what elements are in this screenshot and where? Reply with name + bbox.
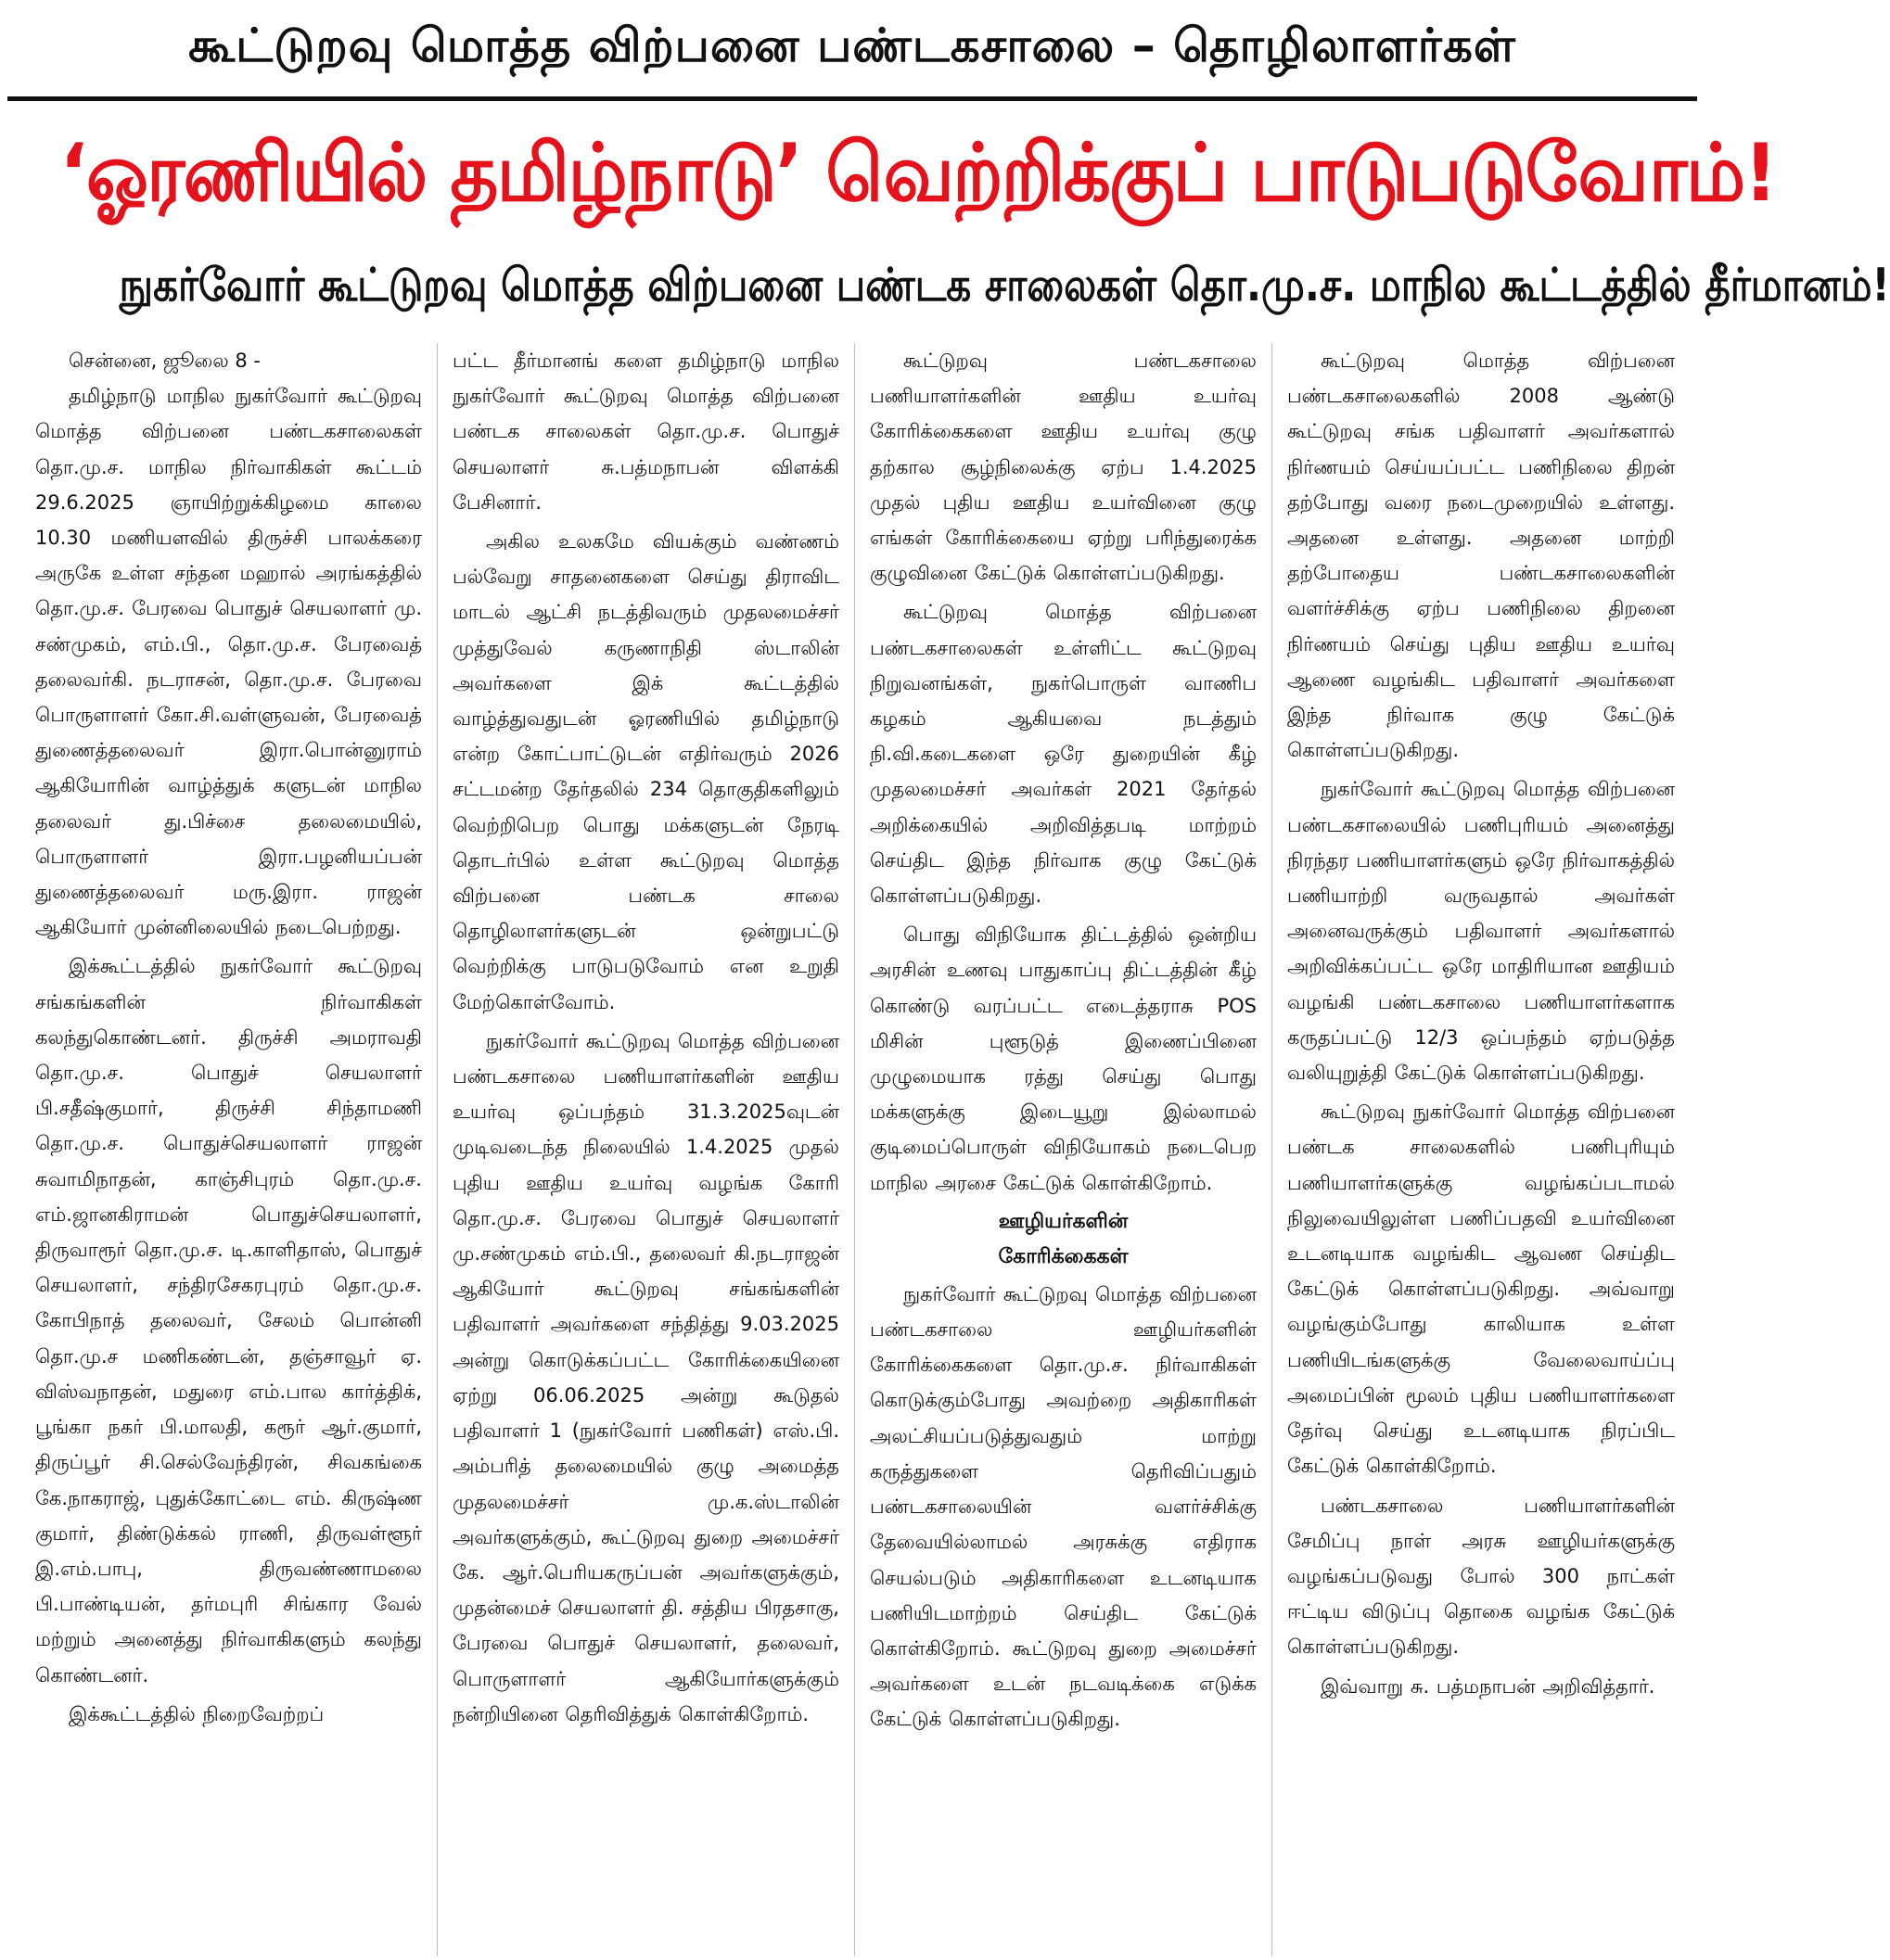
paragraph: பொது விநியோக திட்டத்தில் ஒன்றிய அரசின் உணவு பாதுகாப்பு திட்டத்தின் கீழ் கொண்டு வரப்பட்ட எடைத்தராசு POS மிசின் புளூடுத் இணைப்பினை முழுமையாக ரத்து செய்து பொது மக்களுக்கு இடையூறு இல்லாமல் குடிமைப்பொருள் விநியோகம் நடைபெற மாநில அரசை கேட்டுக் கொள்கிறோம். bbox=[870, 923, 1257, 1194]
dateline: சென்னை, ஜூலை 8 - bbox=[69, 350, 261, 372]
subheadline: நுகர்வோர் கூட்டுறவு மொத்த விற்பனை பண்டக சாலைகள் தொ.மு.ச. மாநில கூட்டத்தில் தீர்மானம்! bbox=[119, 259, 1890, 312]
paragraph: தமிழ்நாடு மாநில நுகர்வோர் கூட்டுறவு மொத்த விற்பனை பண்டகசாலைகள் தொ.மு.ச. மாநில நிர்வாகிகள் கூட்டம் 29.6.2025 ஞாயிற்றுக்கிழமை காலை 10.30 மணியளவில் திருச்சி பாலக்கரை அருகே உள்ள சந்தன மஹால் அரங்கத்தில் தொ.மு.ச. பேரவை பொதுச் செயலாளர் மு. சண்முகம், எம்.பி., தொ.மு.ச. பேரவைத் தலைவர்கி. நடராசன், தொ.மு.ச. பேரவை பொருளாளர் கோ.சி.வள்ளுவன், பேரவைத் துணைத்தலைவர் இரா.பொன்னுராம் ஆகியோரின் வாழ்த்துக் களுடன் மாநில தலைவர் து.பிச்சை தலைமையில், பொருளாளர் இரா.பழனியப்பன் துணைத்தலைவர் மரு.இரா. ராஜன் ஆகியோர் முன்னிலையில் நடைபெற்றது. bbox=[35, 385, 422, 939]
paragraph: கூட்டுறவு மொத்த விற்பனை பண்டகசாலைகள் உள்ளிட்ட கூட்டுறவு நிறுவனங்கள், நுகர்பொருள் வாணிப கழகம் ஆகியவை நடத்தும் நி.வி.கடைகளை ஒரே துறையின் கீழ் முதலமைச்சர் அவர்கள் 2021 தேர்தல் அறிக்கையில் அறிவித்தபடி மாற்றம் செய்திட இந்த நிர்வாக குழு கேட்டுக் கொள்ளப்படுகிறது. bbox=[870, 601, 1257, 908]
article-column-2 bbox=[438, 343, 855, 1956]
paragraph: அகில உலகமே வியக்கும் வண்ணம் பல்வேறு சாதனைகளை செய்து திராவிட மாடல் ஆட்சி நடத்திவரும் முதலமைச்சர் முத்துவேல் கருணாநிதி ஸ்டாலின் அவர்களை இக் கூட்டத்தில் வாழ்த்துவதுடன் ஓரணியில் தமிழ்நாடு என்ற கோட்பாட்டுடன் எதிர்வரும் 2026 சட்டமன்ற தேர்தலில் 234 தொகுதிகளிலும் வெற்றிபெற பொது மக்களுடன் நேரடி தொடர்பில் உள்ள கூட்டுறவு மொத்த விற்பனை பண்டக சாலை தொழிலாளர்களுடன் ஒன்றுபட்டு வெற்றிக்கு பாடுபடுவோம் என உறுதி மேற்கொள்வோம். bbox=[453, 530, 839, 1013]
headline: ‘ஓரணியில் தமிழ்நாடு’ வெற்றிக்குப் பாடுபடுவோம்! bbox=[59, 127, 1776, 220]
paragraph: இக்கூட்டத்தில் நிறைவேற்றப் bbox=[69, 1702, 325, 1725]
top-divider bbox=[7, 96, 1697, 101]
paragraph: கூட்டுறவு பண்டகசாலை பணியாளர்களின் ஊதிய உயர்வு கோரிக்கைகளை ஊதிய உயர்வு குழு தற்கால சூழ்நிலைக்கு ஏற்ப 1.4.2025 முதல் புதிய ஊதிய உயர்வினை குழு எங்கள் கோரிக்கையை ஏற்று பரிந்துரைக்க குழுவினை கேட்டுக் கொள்ளப்படுகிறது. bbox=[870, 350, 1257, 585]
paragraph: கூட்டுறவு நுகர்வோர் மொத்த விற்பனை பண்டக சாலைகளில் பணிபுரியும் பணியாளர்களுக்கு வழங்கப்படாமல் நிலுவையிலுள்ள பணிப்பதவி உயர்வினை உடனடியாக வழங்கிட ஆவண செய்திட கேட்டுக் கொள்ளப்படுகிறது. அவ்வாறு வழங்கும்போது காலியாக உள்ள பணியிடங்களுக்கு வேலைவாய்ப்பு அமைப்பின் மூலம் புதிய பணியாளர்களை தேர்வு செய்து உடனடியாக நிரப்பிட கேட்டுக் கொள்கிறோம். bbox=[1287, 1101, 1675, 1478]
article-column-4 bbox=[1272, 343, 1690, 1956]
article-column-1 bbox=[20, 343, 438, 1956]
section-subtitle-line-2: கோரிக்கைகள் bbox=[998, 1244, 1129, 1268]
paragraph: பண்டகசாலை பணியாளர்களின் சேமிப்பு நாள் அரசு ஊழியர்களுக்கு வழங்கப்படுவது போல் 300 நாட்கள் ஈட்டிய விடுப்பு தொகை வழங்க கேட்டுக் கொள்ளப்படுகிறது. bbox=[1287, 1494, 1675, 1659]
article-column-3 bbox=[855, 343, 1272, 1956]
section-subtitle bbox=[870, 1204, 1257, 1275]
article-columns bbox=[20, 343, 1690, 1956]
paragraph: பட்ட தீர்மானங் களை தமிழ்நாடு மாநில நுகர்வோர் கூட்டுறவு மொத்த விற்பனை பண்டக சாலைகள் தொ.மு.ச. பொதுச் செயலாளர் சு.பத்மநாபன் விளக்கி பேசினார். bbox=[453, 350, 839, 514]
section-subtitle-line-1: ஊழியர்களின் bbox=[998, 1209, 1129, 1233]
paragraph: இவ்வாறு சு. பத்மநாபன் அறிவித்தார். bbox=[1321, 1674, 1655, 1698]
paragraph: கூட்டுறவு மொத்த விற்பனை பண்டகசாலைகளில் 2008 ஆண்டு கூட்டுறவு சங்க பதிவாளர் அவர்களால் நிர்ணயம் செய்யப்பட்ட பணிநிலை திறன் தற்போது வரை நடைமுறையில் உள்ளது. அதனை உள்ளது. அதனை மாற்றி தற்போதைய பண்டகசாலைகளின் வளர்ச்சிக்கு ஏற்ப பணிநிலை திறனை நிர்ணயம் செய்து புதிய ஊதிய உயர்வு ஆணை வழங்கிட பதிவாளர் அவர்களை இந்த நிர்வாக குழு கேட்டுக் கொள்ளப்படுகிறது. bbox=[1287, 350, 1675, 762]
paragraph: நுகர்வோர் கூட்டுறவு மொத்த விற்பனை பண்டகசாலை பணியாளர்களின் ஊதிய உயர்வு ஒப்பந்தம் 31.3.2025வுடன் முடிவடைந்த நிலையில் 1.4.2025 முதல் புதிய ஊதிய உயர்வு வழங்க கோரி தொ.மு.ச. பேரவை பொதுச் செயலாளர் மு.சண்முகம் எம்.பி., தலைவர் கி.நடராஜன் ஆகியோர் கூட்டுறவு சங்கங்களின் பதிவாளர் அவர்களை சந்தித்து 9.03.2025 அன்று கொடுக்கப்பட்ட கோரிக்கையினை ஏற்று 06.06.2025 அன்று கூடுதல் பதிவாளர் 1 (நுகர்வோர் பணிகள்) எஸ்.பி. அம்பரித் தலைமையில் குழு அமைத்த முதலமைச்சர் மு.க.ஸ்டாலின் அவர்களுக்கும், கூட்டுறவு துறை அமைச்சர் கே. ஆர்.பெரியகருப்பன் அவர்களுக்கும், முதன்மைச் செயலாளர் தி. சத்திய பிரதசாகு, பேரவை பொதுச் செயலாளர், தலைவர், பொருளாளர் ஆகியோர்களுக்கும் நன்றியினை தெரிவித்துக் கொள்கிறோம். bbox=[453, 1029, 839, 1725]
kicker-heading: கூட்டுறவு மொத்த விற்பனை பண்டகசாலை – தொழிலாளர்கள் bbox=[188, 19, 1516, 72]
paragraph: நுகர்வோர் கூட்டுறவு மொத்த விற்பனை பண்டகசாலை ஊழியர்களின் கோரிக்கைகளை தொ.மு.ச. நிர்வாகிகள் கொடுக்கும்போது அவற்றை அதிகாரிகள் அலட்சியப்படுத்துவதும் மாற்று கருத்துகளை தெரிவிப்பதும் பண்டகசாலையின் வளர்ச்சிக்கு தேவையில்லாமல் அரசுக்கு எதிராக செயல்படும் அதிகாரிகளை உடனடியாக பணியிடமாற்றம் செய்திட கேட்டுக் கொள்கிறோம். கூட்டுறவு துறை அமைச்சர் அவர்களை உடன் நடவடிக்கை எடுக்க கேட்டுக் கொள்ளப்படுகிறது. bbox=[870, 1282, 1257, 1731]
paragraph: இக்கூட்டத்தில் நுகர்வோர் கூட்டுறவு சங்கங்களின் நிர்வாகிகள் கலந்துகொண்டனர். திருச்சி அமராவதி தொ.மு.ச. பொதுச் செயலாளர் பி.சதீஷ்குமார், திருச்சி சிந்தாமணி தொ.மு.ச. பொதுச்செயலாளர் ராஜன் சுவாமிநாதன், காஞ்சிபுரம் தொ.மு.ச. எம்.ஜானகிராமன் பொதுச்செயலாளர், திருவாரூர் தொ.மு.ச. டி.காளிதாஸ், பொதுச் செயலாளர், சந்திரசேகரபுரம் தொ.மு.ச. கோபிநாத் தலைவர், சேலம் பொன்னி தொ.மு.ச மணிகண்டன், தஞ்சாவூர் ஏ. விஸ்வநாதன், மதுரை எம்.பால கார்த்திக், பூங்கா நகர் பி.மாலதி, கரூர் ஆர்.குமார், திருப்பூர் சி.செல்வேந்திரன், சிவகங்கை கே.நாகராஜ், புதுக்கோட்டை எம். கிருஷ்ண குமார், திண்டுக்கல் ராணி, திருவள்ளூர் இ.எம்.பாபு, திருவண்ணாமலை பி.பாண்டியன், தர்மபுரி சிங்கார வேல் மற்றும் அனைத்து நிர்வாகிகளும் கலந்து கொண்டனர். bbox=[35, 955, 422, 1686]
paragraph: நுகர்வோர் கூட்டுறவு மொத்த விற்பனை பண்டகசாலையில் பணிபுரியம் அனைத்து நிரந்தர பணியாளர்களும் ஒரே நிர்வாகத்தில் பணியாற்றி வருவதால் அவர்கள் அனைவருக்கும் பதிவாளர் அவர்களால் அறிவிக்கப்பட்ட ஒரே மாதிரியான ஊதியம் வழங்கி பண்டகசாலை பணியாளர்களாக கருதப்பட்டு 12/3 ஒப்பந்தம் ஏற்படுத்த வலியுறுத்தி கேட்டுக் கொள்ளப்படுகிறது. bbox=[1287, 778, 1675, 1085]
